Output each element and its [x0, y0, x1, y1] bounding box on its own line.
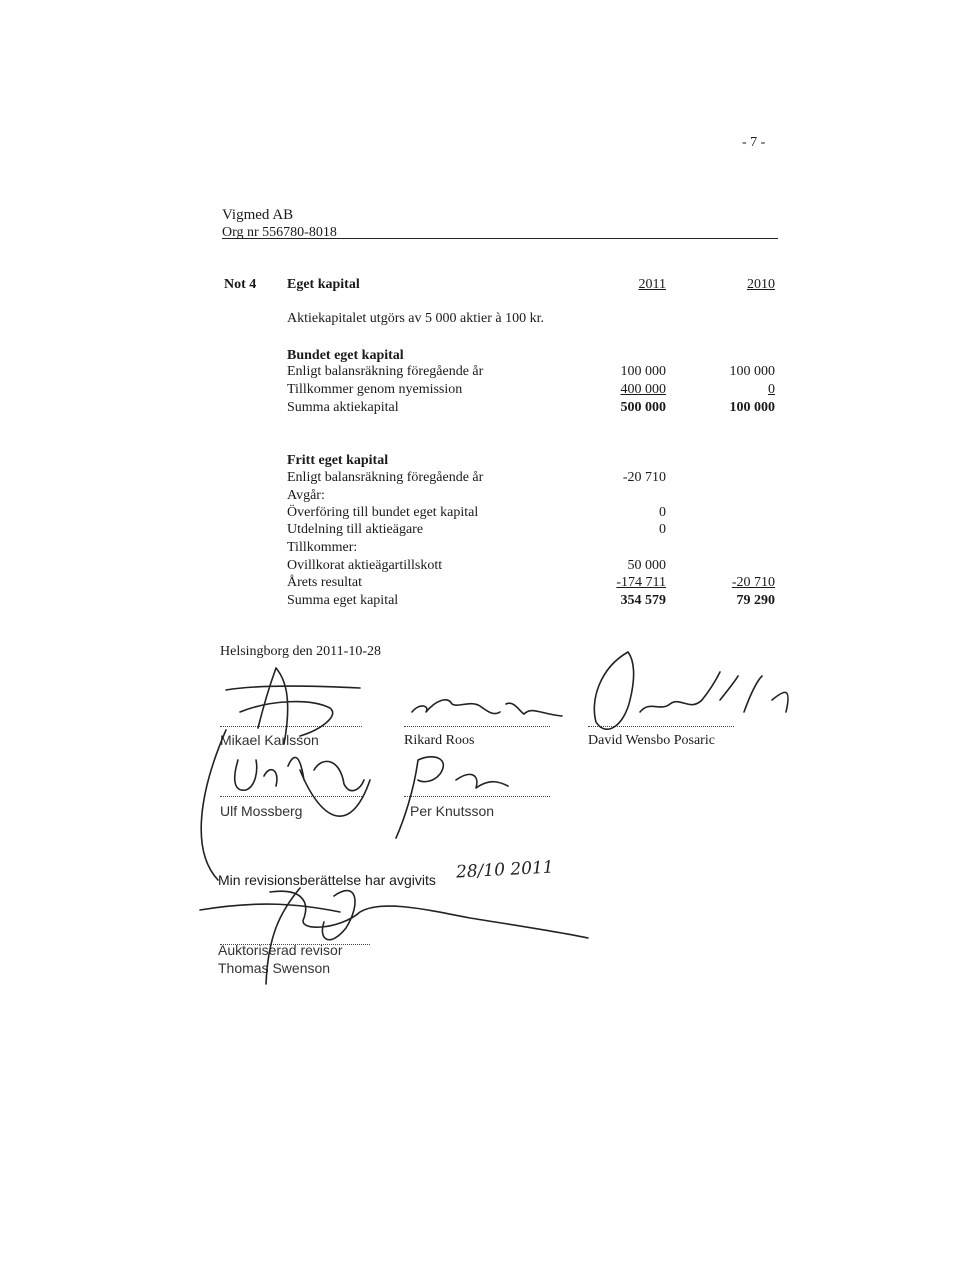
row-value-2010: 100 000: [729, 400, 775, 415]
row-label: Enligt balansräkning föregående år: [287, 364, 484, 379]
company-name: Vigmed AB: [222, 207, 294, 223]
row-label: Årets resultat: [287, 575, 363, 590]
place-and-date: Helsingborg den 2011-10-28: [220, 644, 381, 659]
share-capital-text: Aktiekapitalet utgörs av 5 000 aktier à 100 kr.: [287, 311, 544, 326]
signature-ulf-mossberg: [201, 730, 370, 880]
row-label: Avgår:: [287, 488, 325, 503]
note-title: Eget kapital: [287, 277, 360, 292]
row-value-2010: 79 290: [736, 593, 775, 608]
row-label: Utdelning till aktieägare: [287, 522, 424, 537]
signatory-name: Rikard Roos: [404, 733, 475, 748]
auditor-name: Thomas Swenson: [218, 960, 331, 976]
row-value-2011: -174 711: [616, 575, 666, 590]
row-value-2011: 50 000: [627, 558, 666, 573]
row-value-2010: 0: [768, 382, 775, 397]
signatory-name: Mikael Karlsson: [220, 732, 319, 748]
row-value-2011: 0: [659, 522, 666, 537]
page-number: - 7 -: [742, 135, 766, 150]
audit-handwritten-date: 28/10 2011: [455, 857, 555, 883]
signature-rikard-roos: [412, 700, 562, 716]
row-value-2011: 500 000: [620, 400, 666, 415]
row-value-2010: -20 710: [731, 575, 775, 590]
row-label: Summa aktiekapital: [287, 400, 399, 415]
row-label: Tillkommer:: [287, 540, 358, 555]
row-value-2011: 100 000: [620, 364, 666, 379]
signature-mikael-karlsson: [226, 668, 360, 744]
signature-per-knutsson: [396, 757, 508, 838]
signature-thomas-swenson: [200, 888, 588, 984]
row-value-2011: 0: [659, 505, 666, 520]
signatory-name: Per Knutsson: [410, 803, 495, 819]
row-value-2011: -20 710: [622, 470, 666, 485]
row-value-2011: 354 579: [620, 593, 666, 608]
signature-david-wensbo-posaric: [594, 652, 788, 729]
row-label: Ovillkorat aktieägartillskott: [287, 558, 443, 573]
year-2010-header: 2010: [747, 277, 775, 292]
signatory-name: Ulf Mossberg: [220, 803, 303, 819]
row-value-2011: 400 000: [620, 382, 666, 397]
signatory-name: David Wensbo Posaric: [588, 733, 715, 748]
auditor-title: Auktoriserad revisor: [218, 942, 343, 958]
restricted-equity-heading: Bundet eget kapital: [287, 348, 404, 363]
row-value-2010: 100 000: [729, 364, 775, 379]
unrestricted-equity-heading: Fritt eget kapital: [287, 453, 389, 468]
note-number: Not 4: [224, 277, 257, 292]
audit-report-text: Min revisionsberättelse har avgivits: [218, 872, 436, 888]
row-label: Överföring till bundet eget kapital: [287, 505, 479, 520]
year-2011-header: 2011: [638, 277, 666, 292]
row-label: Tillkommer genom nyemission: [287, 382, 463, 397]
row-label: Enligt balansräkning föregående år: [287, 470, 484, 485]
org-number: Org nr 556780-8018: [222, 225, 337, 240]
row-label: Summa eget kapital: [287, 593, 399, 608]
